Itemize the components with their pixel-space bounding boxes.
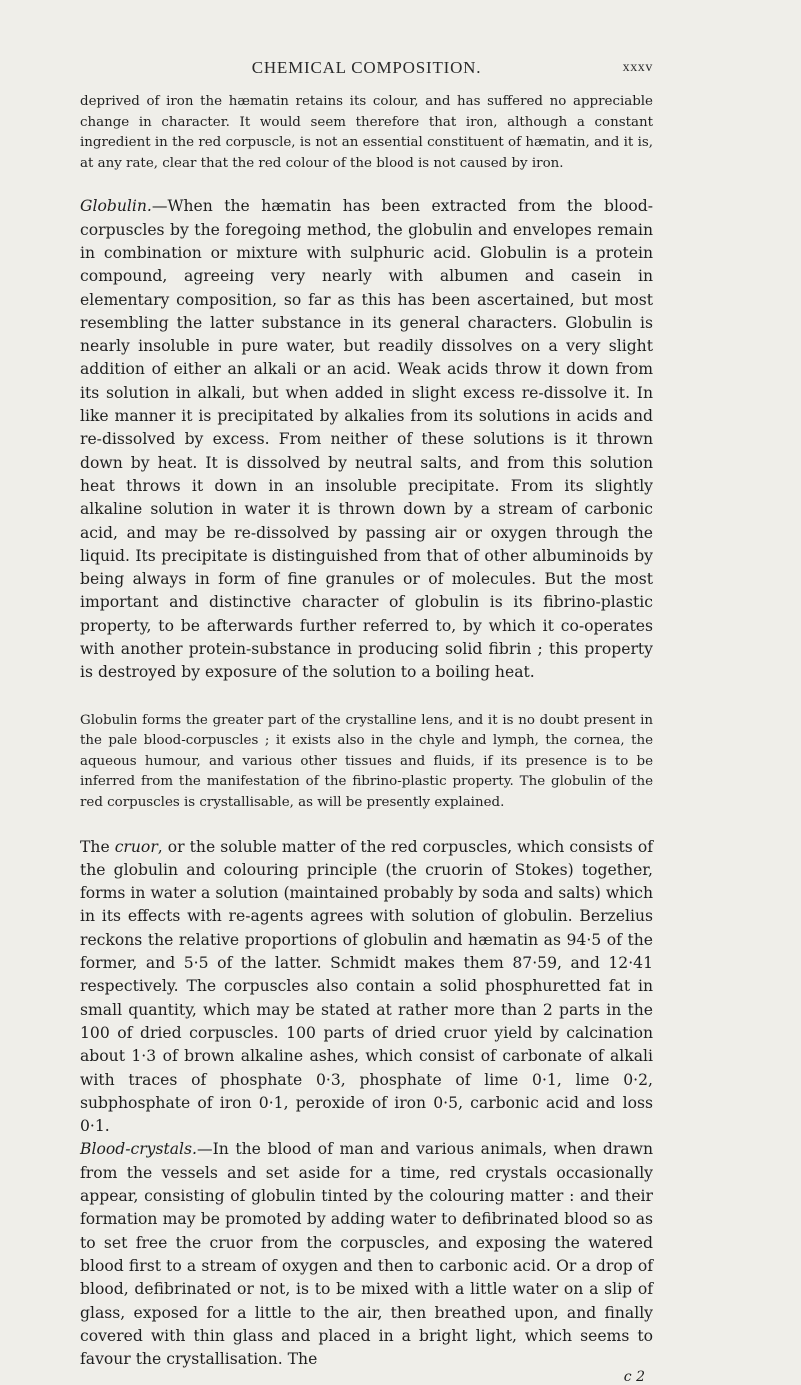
running-header [80,58,653,86]
globulin-text: —When the hæmatin has been extracted from the blood-corpuscles by the foregoing method, the globulin and envelopes remain in combination or mixture with sulphuric acid. Globulin is a protein compound, agreeing very nearly with albumen and casein in elementary composition, so far as this has been ascertained, but most resembling the latter substance in its general characters. Globulin is nearly insoluble in pure water, but readily dissolves on a very slight addition of either an alkali or an acid. Weak acids throw it down from its solution in alkali, but when added in slight excess re-dissolve it. In like manner it is precipitated by alkalies from its solutions in acids and re-dissolved by excess. From neither of these solutions is it thrown down by heat. It is dissolved by neutral salts, and from this solution heat throws it down in an insoluble precipitate. From its slightly alkaline solution in water it is thrown down by a stream of carbonic acid, and may be re-dissolved by passing air or oxygen through the liquid. Its precipitate is distinguished from that of other albuminoids by being always in form of fine granules or of molecules. But the most important and distinctive character of globulin is its fibrino-plastic property, to be afterwards further referred to, by which it co-operates with another protein-substance in producing solid fibrin ; this property is destroyed by exposure of the solution to a boiling heat. [80,197,653,682]
running-title: CHEMICAL COMPOSITION. [251,58,482,77]
paragraph-blood-crystals [80,1138,653,1371]
paragraph-iron: deprived of iron the hæmatin retains its colour, and has suffered no appreciable change in character. It would seem therefore that iron, although a constant ingredient in the red corpuscle, is not an essential constituent of hæmatin, and it is, at any rate, clear that the red colour of the blood is not caused by iron. [80,94,653,171]
cruor-pre: The [80,837,115,856]
blood-crystals-text: —In the blood of man and various animals, when drawn from the vessels and set aside for a time, red crystals occasionally appear, consisting of globulin tinted by the colouring matter : and their formation may be promoted by adding water to defibrinated blood so as to set free the cruor from the corpuscles, and exposing the watered blood first to a stream of oxygen and then to carbonic acid. Or a drop of blood, defibrinated or not, is to be mixed with a little water on a slip of glass, exposed for a little to the air, then breathed upon, and finally covered with thin glass and placed in a bright light, which seems to favour the crystallisation. The [80,1140,653,1369]
cruor-text: , or the soluble matter of the red corpuscles, which consists of the globulin and colouring principle (the cruorin of Stokes) together, forms in water a solution (maintained probably by soda and salts) which in its effects with re-agents agrees with solution of globulin. Berzelius reckons the relative proportions of globulin and hæmatin as 94·5 of the former, and 5·5 of the latter. Schmidt makes them 87·59, and 12·41 respectively. The corpuscles also contain a solid phosphuretted fat in small quantity, which may be stated at rather more than 2 parts in the 100 of dried corpuscles. 100 parts of dried cruor yield by calcination about 1·3 of brown alkaline ashes, which consist of carbonate of alkali with traces of phosphate 0·3, phosphate of lime 0·1, lime 0·2, subphosphate of iron 0·1, peroxide of iron 0·5, carbonic acid and loss 0·1. [80,837,653,1136]
blood-crystals-heading: Blood-crystals. [80,1140,197,1159]
paragraph-globulin-note: Globulin forms the greater part of the crystalline lens, and it is no doubt present in the pale blood-corpuscles ; it exists also in the chyle and lymph, the cornea, the aqueous humour, and various other tissues and fluids, if its presence is to be inferred from the manifestation of the fibrino-plastic property. The globulin of the red corpuscles is crystallisable, as will be presently explained. [80,712,653,810]
paragraph-globulin [80,195,653,684]
paragraph-cruor [80,836,653,1139]
globulin-heading: Globulin. [80,197,152,216]
page-number: xxxv [622,60,653,75]
signature-mark: c 2 [623,1369,645,1385]
page-content [80,58,653,1385]
cruor-term: cruor [114,837,158,856]
